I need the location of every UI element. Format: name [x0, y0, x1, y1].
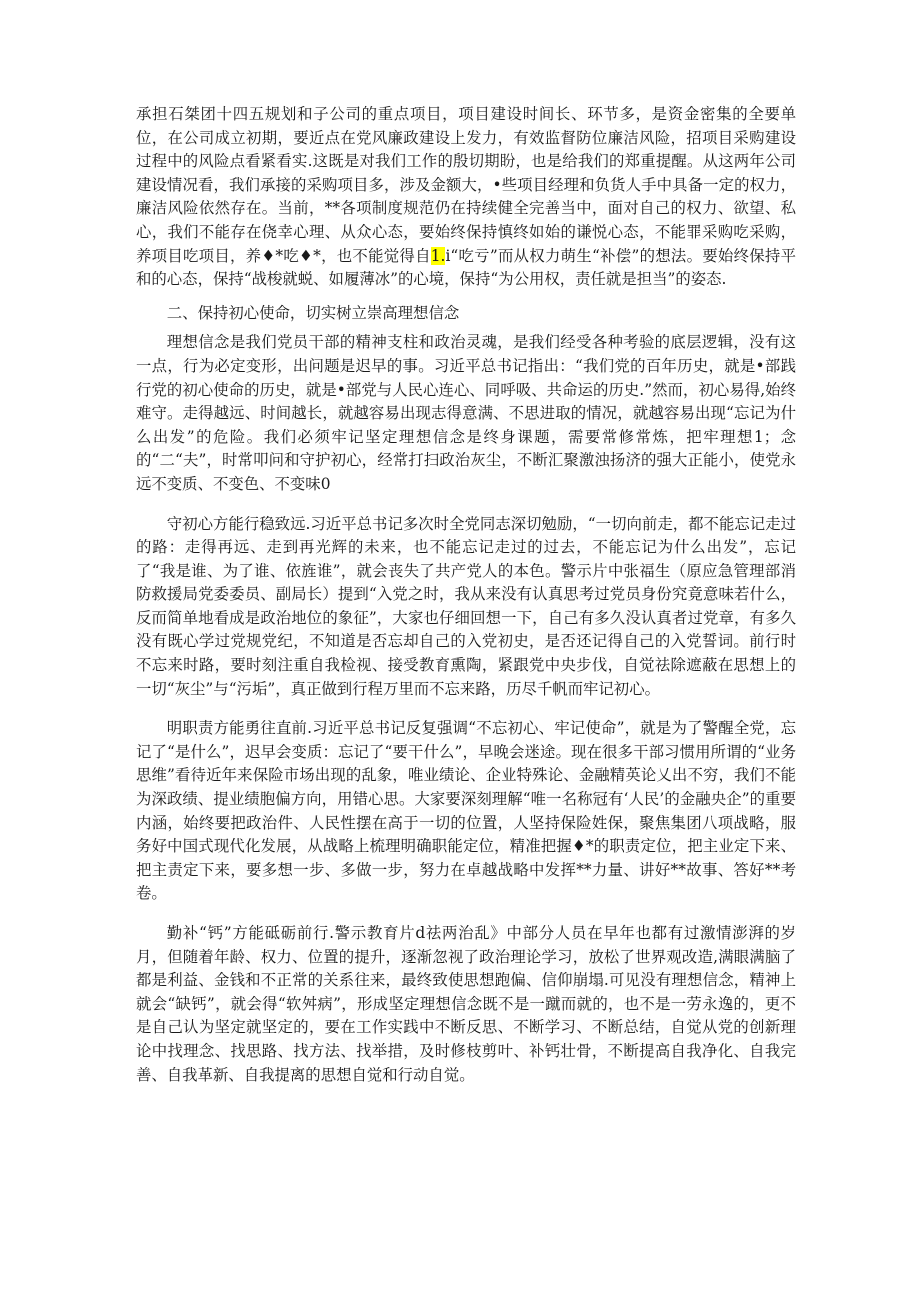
paragraph-continuation: [136, 103, 796, 292]
paragraph-calcium: 勤补“钙”方能砥砺前行.警示教育片d祛两治乱》中部分人员在早年也都有过激情澎湃的岁月，但随着年龄、权力、位置的提升，逐渐忽视了政治理论学习，放松了世界观改造,满眼满脑了都是利益、金钱和不正常的关系往来，最终致使思想跑偏、信仰崩塌.可见没有理想信念，精神上就会“缺钙”，就会得“软舛病”，形成坚定理想信念既不是一蹴而就的，也不是一劳永逸的，更不是自己认为坚定就坚定的，要在工作实践中不断反思、不断学习、不断总结，自觉从党的创新理论中找理念、找思路、找方法、找举措，及时修枝剪叶、补钙壮骨，不断提高自我净化、自我完善、自我革新、自我提离的思想自觉和行动自觉。: [136, 924, 796, 1084]
paragraph-original-aspiration: 守初心方能行稳致远.习近平总书记多次时全党同志深切勉励，“一切向前走，都不能忘记走过的路：走得再远、走到再光辉的未来，也不能忘记走过的过去，不能忘记为什么出发”，忘记了“我是谁、为了谁、依旌谁”，就会丧失了共产党人的本色。警示片中张福生（原应急管理部消防救援局党委委员、副局长）提到“入党之时，我从来没有认真思考过党员身份究竟意味若什么，反而简单地看成是政治地位的象征”，大家也仔细回想一下，自己有多久没认真者过党章，有多久没有既心学过党规党纪，不知道是否忘却自己的入党初史，是否还记得自己的入党誓词。前行时不忘来时路，要时刻注重自我检视、接受教育熏陶，紧跟党中央步伐，自觉祛除遮蔽在思想上的一切“灰尘”与“污垢”，真正做到行程万里而不忘来路，历尽千帆而牢记初心。: [136, 514, 796, 698]
section-heading: 二、保持初心使命，切实树立崇高理想信念: [166, 303, 460, 322]
paragraph-responsibility: 明职责方能勇往直前.习近平总书记反复强调“不忘初心、牢记使命”，就是为了警醒全党，忘记了“是什么”，迟早会变质：忘记了“要干什么”，早晚会迷途。现在很多干部习惯用所谓的“业务思维”看待近年来保险市场出现的乱象，唯业绩论、企业特殊论、金融精英论乂出不穷，我们不能为深政绩、提业绩胞偏方向，用错心思。大家要深刻理解“唯一名称冠有‘人民’的金融央企”的重要内涵，始终要把政治件、人民性摆在高于一切的位置，人坚持保险姓保，聚焦集团八项战略，服务好中国式现代化发展，从战略上梳理明确职能定位，精准把握♦*的职责定位，把主业定下来、把主责定下来，要多想一步、多做一步，努力在卓越战略中发挥**力量、讲好**故事、答好**考卷。: [136, 719, 796, 903]
paragraph-ideals: 理想信念是我们党员干部的精神支柱和政治灵魂，是我们经受各种考验的底层逻辑，没有这一点，行为必定变形，出问题是迟早的事。习近平总书记指出：“我们党的百年历史，就是•部践行党的初心使命的历史，就是•部党与人民心连心、同呼吸、共命运的历史.”然而，初心易得,始终难守。走得越远、时间越长，就越容易出现志得意满、不思进取的情况，就越容易出现“忘记为什么出发”的危险。我们必须牢记坚定理想信念是终身课题，需要常修常炼，把牢理想1；念的“二“夫”，时常叩问和守护初心，经常打扫政治灰尘，不断汇聚激浊扬济的强大正能小，使党永远不变质、不变色、不变味0: [136, 333, 796, 493]
paragraph-text: 承担石桀团十四五规划和子公司的重点项目，项目建设时间长、环节多，是资金密集的全要单位，在公司成立初期，要近点在党风廉政建设上发力，有效监督防位廉洁风险，招项目采购建设过程中的风险点看紧看实.这既是对我们工作的殷切期盼，也是给我们的郑重提醒。从这两年公司建设情况看，我们承接的采购项目多，涉及金额大，•些项目经理和负货人手中具备一定的权力，廉洁风险依然存在。当前，**各项制度规范仍在持续健全完善当中，面对自己的权力、欲望、私心，我们不能存在侥幸心理、从众心态，要始终保持慎终如始的谦悦心态，不能罪采购吃采购，养项目吃项目，养♦*吃♦*，也不能觉得自: [136, 105, 796, 265]
paragraph-text: i“吃亏”而从权力萌生“补偿”的想法。要始终保持平和的心态，保持“战梭就蜕、如履薄冰”的心境，保持“为公用权，责任就是担当”的姿态.: [136, 246, 796, 289]
document-body: [136, 103, 796, 1087]
highlighted-text: 1.: [430, 246, 446, 265]
